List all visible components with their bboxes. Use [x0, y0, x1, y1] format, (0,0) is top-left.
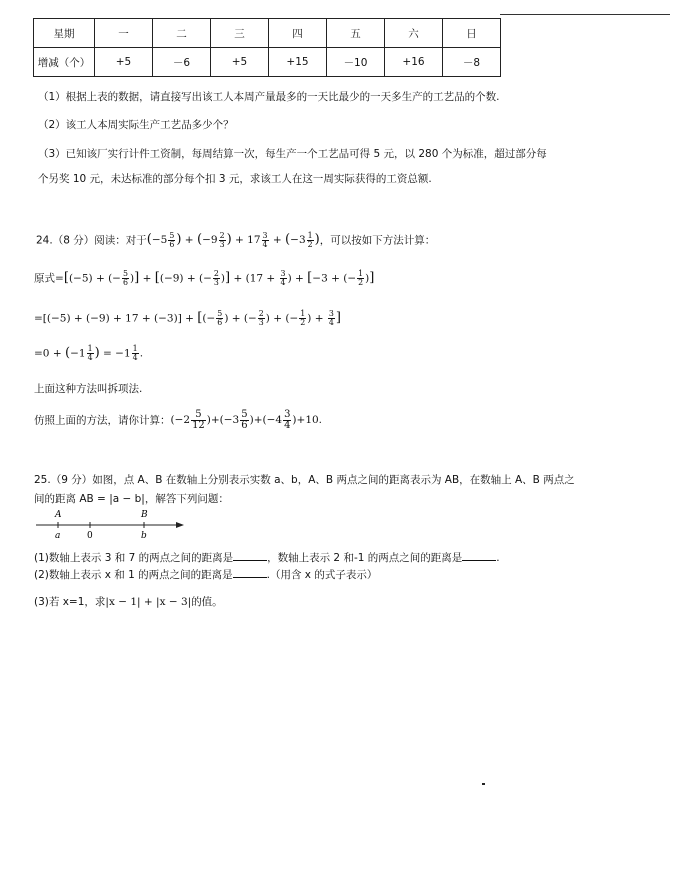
number-line-figure	[36, 507, 186, 543]
table-value: －10	[327, 48, 385, 77]
q25-part3	[34, 594, 223, 609]
q24-intro-suffix: ，可以按如下方法计算：	[319, 234, 436, 247]
table-header-label: 星期	[34, 19, 95, 48]
q24-intro-prefix: 24.（8 分）阅读：对于	[36, 234, 147, 247]
table-header-row	[34, 19, 501, 48]
q24-task-expression: (−2 $\frac{5}{12}$ )+(−3 $\frac{5}{6}$ )+(−4 $\frac{3}{4}$ )+10.	[170, 409, 323, 431]
q25-intro-line2: 间的距离 AB = |a − b|，解答下列问题：	[34, 493, 229, 505]
q23-part1: （1）根据上表的数据，请直接写出该工人本周产量最多的一天比最少的一天多生产的工艺品的个数.	[38, 91, 500, 103]
q25-part1-b: ，数轴上表示 2 和-1 的两点之间的距离是	[267, 552, 463, 564]
q24-method-note: 上面这种方法叫拆项法.	[34, 383, 143, 395]
table-day: 四	[269, 19, 327, 48]
table-value: +5	[211, 48, 269, 77]
table-value: －6	[153, 48, 211, 77]
q23-part3-line2: 个另奖 10 元，未达标准的部分每个扣 3 元，求该工人在这一周实际获得的工资总额.	[38, 173, 432, 185]
q24-intro	[36, 232, 435, 249]
q24-step1-prefix: 原式=	[34, 272, 64, 285]
q24-step2: =[(−5) + (−9) + 17 + (−3)] + [(− $\frac{5}{6}$ ) + (− $\frac{2}{3}$ ) + (− $\frac{1}{2}$ ) + $\frac{3}{4}$ ]	[34, 309, 341, 327]
q24-expression: (−5 $\frac{5}{6}$ ) + (−9 $\frac{2}{3}$ ) + 17 $\frac{3}{4}$ + (−3 $\frac{1}{2}$ )	[146, 231, 320, 249]
table-value: +15	[269, 48, 327, 77]
q25-part3-prefix: (3)若 x=1，求	[34, 596, 106, 608]
table-day: 五	[327, 19, 385, 48]
q25-intro-line1: 25.（9 分）如图，点 A、B 在数轴上分别表示实数 a、b，A、B 两点之间的距离表示为 AB，在数轴上 A、B 两点之	[34, 474, 575, 486]
q24-result: = −1	[103, 347, 131, 360]
production-table	[33, 18, 501, 77]
table-day: 三	[211, 19, 269, 48]
q25-part1-end: .	[496, 552, 500, 564]
q25-part2	[34, 567, 377, 582]
q24-step3: =0 + (−1 $\frac{1}{4}$ ) = −1 $\frac{1}{4}$ .	[34, 344, 144, 362]
q25-part1	[34, 550, 500, 565]
q24-task	[34, 410, 322, 431]
table-day: 一	[95, 19, 153, 48]
table-day: 二	[153, 19, 211, 48]
table-row-label: 增减（个）	[34, 48, 95, 77]
point-label-A: A	[55, 510, 62, 520]
scan-speck	[482, 783, 485, 785]
q25-part2-b: .（用含 x 的式子表示）	[266, 569, 378, 581]
table-value-row	[34, 48, 501, 77]
table-value: +5	[95, 48, 153, 77]
arrow-right-icon	[176, 522, 184, 528]
q24-task-prefix: 仿照上面的方法，请你计算：	[34, 414, 171, 427]
top-edge-line	[500, 14, 670, 15]
point-label-B: B	[141, 510, 148, 520]
q25-part3-suffix: 的值。	[191, 596, 223, 608]
table-value: －8	[443, 48, 501, 77]
answer-blank[interactable]	[462, 559, 496, 561]
table-day: 六	[385, 19, 443, 48]
value-label-zero: 0	[87, 531, 93, 541]
q25-part2-a: (2)数轴上表示 x 和 1 的两点之间的距离是	[34, 569, 233, 581]
q24-step1: 原式=[(−5) + (− $\frac{5}{6}$ )] + [(−9) + (− $\frac{2}{3}$ )] + (17 + $\frac{3}{4}$ ) + [−3 + (− $\frac{1}{2}$ )]	[34, 269, 375, 287]
q23-part3-line1: （3）已知该厂实行计件工资制，每周结算一次，每生产一个工艺品可得 5 元，以 280 个为标准，超过部分每	[38, 148, 547, 160]
answer-blank[interactable]	[233, 576, 267, 578]
value-label-b: b	[141, 531, 147, 541]
q25-part3-expression: |x − 1| + |x − 3|	[105, 596, 192, 608]
q23-part2: （2）该工人本周实际生产工艺品多少个？	[38, 119, 234, 131]
q25-part1-a: (1)数轴上表示 3 和 7 的两点之间的距离是	[34, 552, 234, 564]
table-day: 日	[443, 19, 501, 48]
value-label-a: a	[55, 531, 61, 541]
answer-blank[interactable]	[233, 559, 267, 561]
table-value: +16	[385, 48, 443, 77]
q24-step3-prefix: =0 +	[34, 347, 65, 360]
